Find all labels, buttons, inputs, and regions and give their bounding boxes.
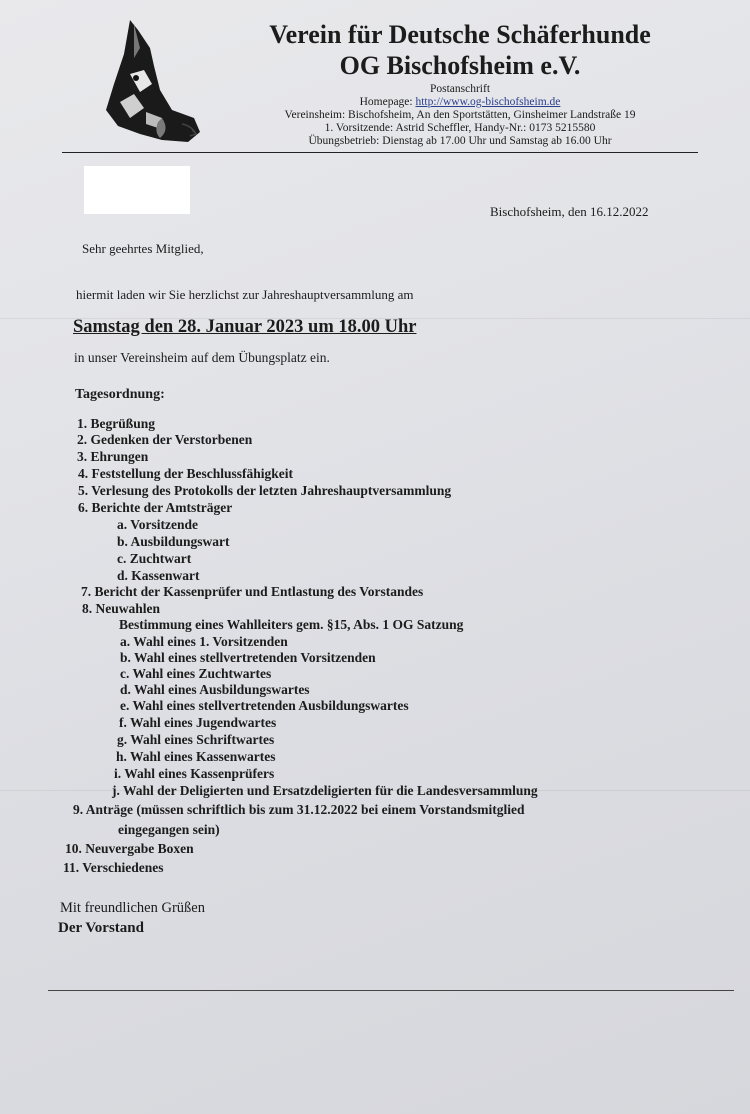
homepage-link[interactable]: http://www.og-bischofsheim.de [415,96,561,108]
agenda-subitem: Bestimmung eines Wahlleiters gem. §15, Abs. 1 OG Satzung [119,617,464,632]
event-location: in unser Vereinsheim auf dem Übungsplatz ein. [74,350,330,365]
greeting: Sehr geehrtes Mitglied, [82,241,204,256]
redacted-address-block [84,166,190,214]
agenda-item: 6. Berichte der Amtsträger [78,500,233,515]
agenda-item: 9. Anträge (müssen schriftlich bis zum 31.12.2022 bei einem Vorstandsmitglied [73,802,525,817]
club-name: Verein für Deutsche Schäferhunde [269,20,651,49]
agenda-item: 4. Feststellung der Beschlussfähigkeit [78,466,294,481]
agenda-item: 8. Neuwahlen [82,601,161,616]
agenda-subitem: d. Wahl eines Ausbildungswartes [120,682,310,697]
club-branch: OG Bischofsheim e.V. [339,51,581,80]
agenda-item-continuation: eingegangen sein) [118,822,220,837]
agenda-subitem: f. Wahl eines Jugendwartes [119,715,277,730]
agenda-subitem: a. Wahl eines 1. Vorsitzenden [120,634,288,649]
header-divider [62,152,698,153]
closing-phrase: Mit freundlichen Grüßen [60,900,205,916]
training-times: Übungsbetrieb: Dienstag ab 17.00 Uhr und Samstag ab 16.00 Uhr [308,135,612,147]
homepage-label: Homepage: [359,96,416,108]
agenda-subitem: g. Wahl eines Schriftwartes [117,732,275,747]
agenda-item: 10. Neuvergabe Boxen [65,841,194,856]
homepage-line [220,95,700,109]
agenda-subitem: c. Wahl eines Zuchtwartes [120,666,272,681]
chairperson-contact: 1. Vorsitzende: Astrid Scheffler, Handy-Nr.: 0173 5215580 [324,122,596,134]
agenda-subitem: c. Zuchtwart [117,551,192,566]
agenda-subitem: a. Vorsitzende [117,517,198,532]
signature: Der Vorstand [58,920,144,936]
agenda-item: 2. Gedenken der Verstorbenen [77,432,253,447]
agenda-subitem: i. Wahl eines Kassenprüfers [114,766,275,781]
shepherd-dog-logo [100,14,208,142]
agenda-subitem: b. Wahl eines stellvertretenden Vorsitzenden [120,650,376,665]
agenda-item: 5. Verlesung des Protokolls der letzten Jahreshauptversammlung [78,483,452,498]
letter-date: Bischofsheim, den 16.12.2022 [490,204,649,219]
agenda-subitem: h. Wahl eines Kassenwartes [116,749,276,764]
agenda-subitem: b. Ausbildungswart [117,534,230,549]
vereinsheim-address: Vereinsheim: Bischofsheim, An den Sportstätten, Ginsheimer Landstraße 19 [284,109,636,121]
agenda-item: 3. Ehrungen [77,449,149,464]
agenda-item: 11. Verschiedenes [63,860,164,875]
agenda-subitem: e. Wahl eines stellvertretenden Ausbildungswartes [120,698,409,713]
agenda-item: 7. Bericht der Kassenprüfer und Entlastung des Vorstandes [81,584,424,599]
postanschrift-label: Postanschrift [429,83,491,95]
agenda-item: 1. Begrüßung [77,416,156,431]
event-date-time: Samstag den 28. Januar 2023 um 18.00 Uhr [73,317,417,337]
agenda-subitem: d. Kassenwart [117,568,200,583]
agenda-heading: Tagesordnung: [75,387,165,402]
invitation-text: hiermit laden wir Sie herzlichst zur Jahreshauptversammlung am [76,287,414,302]
agenda-subitem: j. Wahl der Deligierten und Ersatzdeligierten für die Landesversammlung [112,783,538,798]
footer-divider [48,990,734,991]
